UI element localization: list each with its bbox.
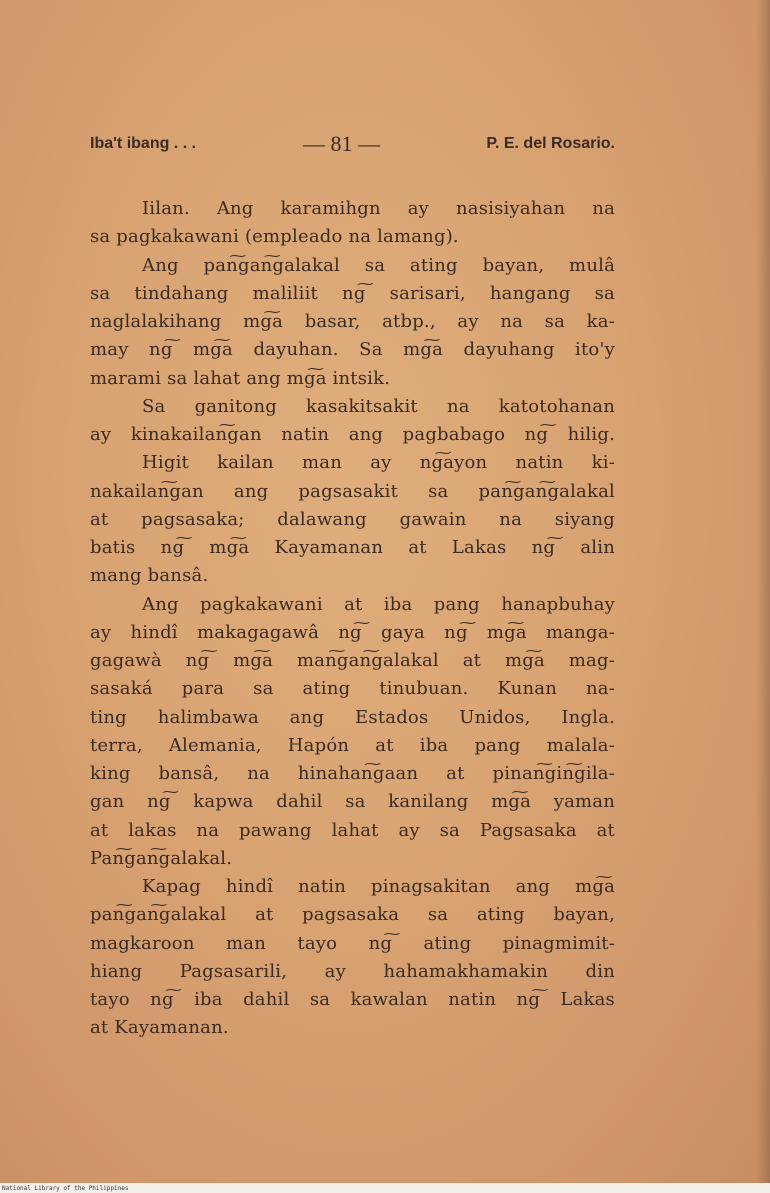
text-line: Ang pagkakawani at iba pang hanapbuhay [142,593,615,615]
page-edge-shadow [756,0,770,1193]
text-line: hiang Pagsasarili, ay hahamakhamakin din [90,960,615,982]
text-line: Kapag hindî natin pinagsakitan ang mg͠a [142,876,615,897]
body-text [90,195,615,1043]
text-line: marami sa lahat ang mg͠a intsik. [90,367,391,389]
text-line: gagawà ng͠ mg͠a man͠gan͠galakal at mg͠a mag- [90,650,615,671]
text-line: sa tindahang maliliit ng͠ sarisari, hangang sa [90,282,615,304]
text-line: at pagsasaka; dalawang gawain na siyang [90,508,615,530]
text-line: ay kinakailan͠gan natin ang pagbabago ng͠ hilig. [90,424,615,445]
text-line: naglalakihang mg͠a basar, atbp., ay na sa ka- [90,311,615,332]
text-line: ting halimbawa ang Estados Unidos, Ingla. [90,706,615,728]
text-line: Iilan. Ang karamihgn ay nasisiyahan na [142,198,615,219]
header-short-title: Iba't ibang . . . [90,135,197,152]
text-line: ay hindî makagagawâ ng͠ gaya ng͠ mg͠a manga- [90,621,615,643]
header-author: P. E. del Rosario. [486,135,615,152]
text-line: sasaká para sa ating tinubuan. Kunan na- [90,678,615,700]
text-line: batis ng͠ mg͠a Kayamanan at Lakas ng͠ alin [90,537,615,558]
page-number: — 81 — [303,131,380,156]
text-line: Sa ganitong kasakitsakit na katotohanan [142,395,615,417]
text-line: nakailan͠gan ang pagsasakit sa pan͠gan͠galakal [90,480,615,502]
running-header [90,131,615,161]
text-line: tayo ng͠ iba dahil sa kawalan natin ng͠ Lakas [90,989,615,1010]
text-line: terra, Alemania, Hapón at iba pang malala- [90,734,615,756]
text-line: pan͠gan͠galakal at pagsasaka sa ating bayan, [90,904,615,926]
text-line: magkaroon man tayo ng͠ ating pinagmimit- [90,932,615,954]
text-line: gan ng͠ kapwa dahil sa kanilang mg͠a yaman [90,791,615,813]
text-line: Ang pan͠gan͠galakal sa ating bayan, mulâ [142,254,615,276]
text-line: sa pagkakawani (empleado na lamang). [90,226,459,248]
text-line: Higit kailan man ay ng͠ayon natin ki- [142,452,615,474]
text-line: Pan͠gan͠galakal. [90,847,233,869]
footer-credit: National Library of the Philippines [2,1185,129,1192]
text-line: king bansâ, na hinahan͠gaan at pinan͠gin͠gila- [90,763,615,784]
text-line: at lakas na pawang lahat ay sa Pagsasaka at [90,819,615,841]
text-line: mang bansâ. [90,565,209,587]
text-line: may ng͠ mg͠a dayuhan. Sa mg͠a dayuhang ito'y [90,339,615,361]
text-line: at Kayamanan. [90,1017,229,1039]
